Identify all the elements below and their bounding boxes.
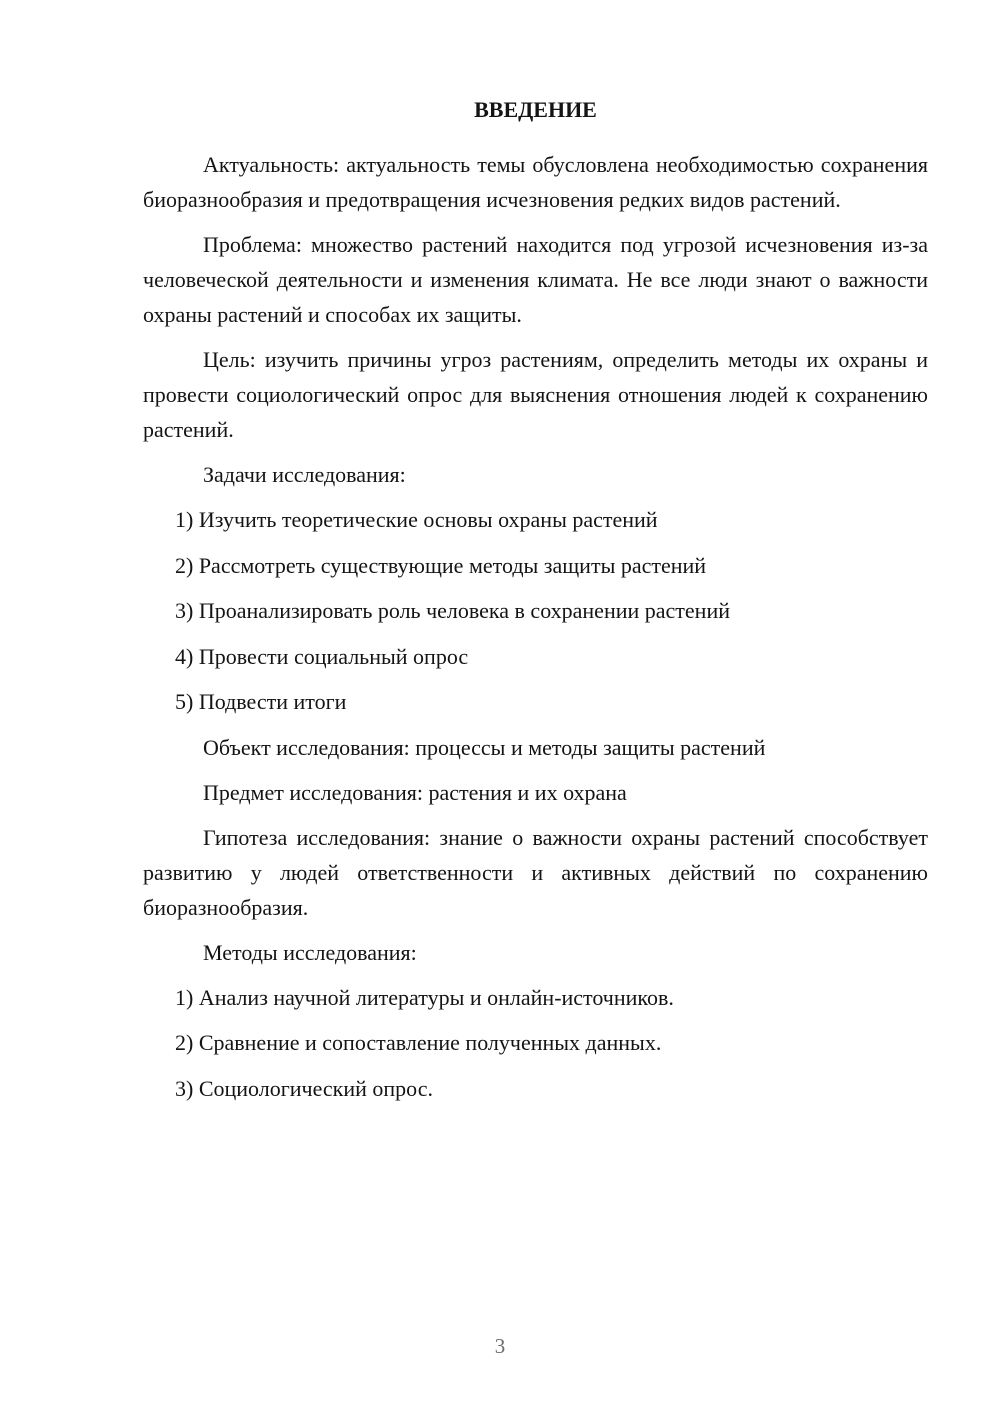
task-item: 3) Проанализировать роль человека в сохранении растений (175, 598, 730, 623)
methods-heading: Методы исследования: (203, 939, 417, 965)
subject-paragraph: Предмет исследования: растения и их охрана (203, 779, 627, 805)
goal-paragraph: Цель: изучить причины угроз растениям, определить методы их охраны и провести социологический опрос для выяснения отношения людей к сохранению растений. (143, 347, 928, 442)
task-item: 4) Провести социальный опрос (175, 643, 469, 669)
task-item: 5) Подвести итоги (175, 689, 347, 714)
task-item: 1) Изучить теоретические основы охраны растений (175, 507, 658, 532)
tasks-heading: Задачи исследования: (203, 462, 406, 487)
method-item: 1) Анализ научной литературы и онлайн-источников. (175, 984, 674, 1010)
section-title: ВВЕДЕНИЕ (474, 97, 597, 122)
object-paragraph: Объект исследования: процессы и методы защиты растений (203, 734, 766, 760)
problem-paragraph: Проблема: множество растений находится под угрозой исчезновения из-за человеческой деятельности и изменения климата. Не все люди знают о важности охраны растений и способах их защиты. (143, 232, 928, 327)
method-item: 2) Сравнение и сопоставление полученных данных. (175, 1030, 662, 1055)
method-item: 3) Социологический опрос. (175, 1075, 433, 1101)
page-content (143, 92, 928, 1116)
task-item: 2) Рассмотреть существующие методы защиты растений (175, 552, 707, 578)
relevance-paragraph: Актуальность: актуальность темы обусловлена необходимостью сохранения биоразнообразия и предотвращения исчезновения редких видов растений. (143, 152, 928, 212)
hypothesis-paragraph: Гипотеза исследования: знание о важности охраны растений способствует развитию у людей ответственности и активных действий по сохранению биоразнообразия. (143, 824, 928, 920)
page-number: 3 (494, 1334, 506, 1358)
